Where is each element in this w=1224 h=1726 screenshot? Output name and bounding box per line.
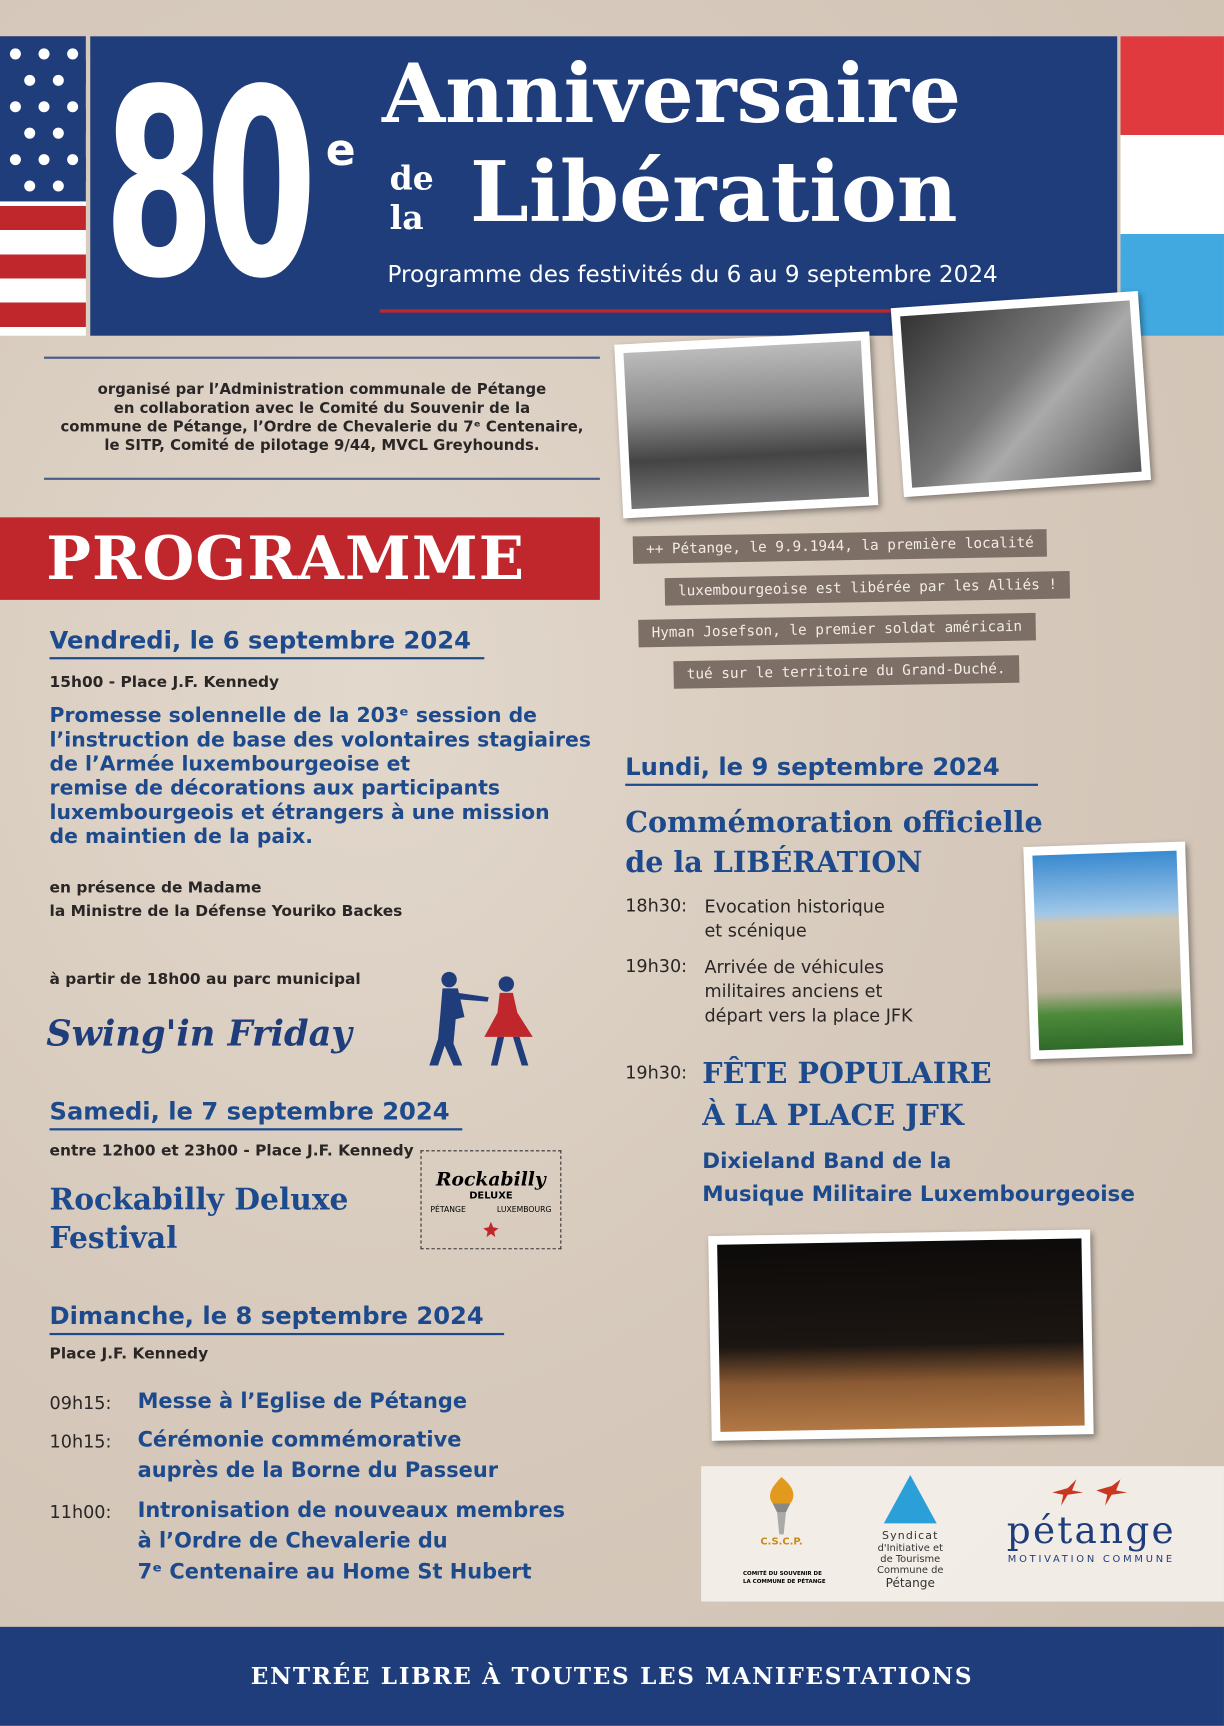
description-line: Promesse solennelle de la 203ᵉ session de (49, 704, 537, 728)
footer-text: ENTRÉE LIBRE À TOUTES LES MANIFESTATIONS (250, 1662, 974, 1690)
fete-line: FÊTE POPULAIRE (702, 1057, 992, 1091)
fete-time: 19h30: (625, 1062, 688, 1084)
armored-car-photo (614, 331, 878, 518)
monday-time: 18h30: (625, 894, 688, 916)
monday-heading: Lundi, le 9 septembre 2024 (625, 754, 1038, 786)
item-line: 7ᵉ Centenaire au Home St Hubert (137, 1559, 532, 1584)
friday-description (50, 704, 591, 849)
history-strip: luxembourgeoise est libérée par les Alliés ! (665, 571, 1071, 606)
cscp-mark: C.S.C.P. (760, 1536, 803, 1548)
title-line: Commémoration officielle (625, 806, 1043, 840)
cscp-logo (742, 1475, 826, 1586)
anniversary-superscript: e (325, 125, 356, 177)
title-la: la (389, 199, 424, 238)
stars-icon (0, 36, 86, 201)
description-line: de maintien de la paix. (49, 825, 314, 849)
item-line: et scénique (704, 920, 807, 942)
title-liberation: Libération (469, 143, 958, 242)
item-line: Evocation historique (704, 895, 885, 917)
presence-line: la Ministre de la Défense Youriko Backes (49, 902, 403, 921)
sunday-place: Place J.F. Kennedy (49, 1345, 209, 1363)
saturday-time-place: entre 12h00 et 23h00 - Place J.F. Kennedy (49, 1142, 414, 1161)
item-line: Messe à l’Eglise de Pétange (137, 1389, 468, 1414)
event-line: Festival (49, 1221, 178, 1256)
friday-heading: Vendredi, le 6 septembre 2024 (50, 627, 485, 659)
history-strip: Hyman Josefson, le premier soldat américain (638, 613, 1035, 647)
item-line: à l’Ordre de Chevalerie du (137, 1528, 448, 1554)
description-line: l’instruction de base des volontaires stagiaires (49, 728, 591, 752)
description-line: remise de décorations aux participants (49, 777, 500, 801)
fete-title (702, 1053, 991, 1137)
syndicat-line: Syndicat (882, 1529, 939, 1543)
swing-friday-title: Swing'in Friday (46, 1012, 352, 1055)
description-line: de l’Armée luxembourgeoise et (49, 752, 411, 776)
logo-left: PÉTANGE (430, 1205, 466, 1215)
title-anniversaire: Anniversaire (381, 47, 961, 142)
petange-name: pétange (1006, 1509, 1176, 1554)
syndicat-line: d'Initiative et (877, 1543, 943, 1555)
anniversary-number: 80 (103, 35, 308, 336)
sunday-item (138, 1424, 498, 1486)
history-strip: tué sur le territoire du Grand-Duché. (673, 655, 1019, 689)
syndicat-line: Commune de (877, 1565, 944, 1577)
organizers-line: commune de Pétange, l’Ordre de Chevalerie du 7ᵉ Centenaire, (60, 418, 584, 436)
sunday-item (138, 1386, 467, 1417)
petange-tagline: MOTIVATION COMMUNE (1007, 1554, 1175, 1566)
monday-item (704, 955, 912, 1028)
programme-banner (0, 517, 600, 600)
organizers-line: le SITP, Comité de pilotage 9/44, MVCL Greyhounds. (104, 436, 540, 455)
monday-item (704, 895, 884, 943)
fete-line: À LA PLACE JFK (702, 1099, 964, 1133)
logo-sub: DELUXE (469, 1190, 513, 1202)
title-line: de la LIBÉRATION (625, 846, 923, 880)
monday-title (625, 804, 1042, 883)
subtitle: Programme des festivités du 6 au 9 septembre 2024 (387, 260, 998, 288)
sunday-item (138, 1495, 566, 1587)
item-line: Cérémonie commémorative (137, 1427, 462, 1452)
cscp-caption: LA COMMUNE DE PÉTANGE (742, 1578, 826, 1586)
sponsor-logos (701, 1466, 1224, 1601)
history-strip: ++ Pétange, le 9.9.1944, la première localité (633, 529, 1048, 564)
item-line: départ vers la place JFK (704, 1004, 913, 1026)
item-line: Intronisation de nouveaux membres (137, 1498, 566, 1523)
band-name (702, 1145, 1135, 1211)
programme-label: PROGRAMME (46, 522, 526, 594)
band-photo (708, 1229, 1093, 1440)
syndicat-logo (872, 1475, 949, 1591)
petange-logo (990, 1477, 1194, 1566)
logo-title: Rockabilly (435, 1168, 546, 1191)
syndicat-line: Pétange (885, 1576, 935, 1591)
item-line: auprès de la Borne du Passeur (137, 1458, 499, 1483)
footer-bar (0, 1627, 1224, 1726)
saturday-heading: Samedi, le 7 septembre 2024 (50, 1098, 463, 1130)
sunday-heading: Dimanche, le 8 septembre 2024 (50, 1303, 505, 1335)
friday-evening: à partir de 18h00 au parc municipal (49, 970, 361, 989)
syndicat-line: de Tourisme (880, 1554, 941, 1566)
friday-time-place: 15h00 - Place J.F. Kennedy (49, 673, 280, 692)
us-flag (0, 36, 86, 335)
dancers-illustration (416, 969, 548, 1070)
presence-line: en présence de Madame (49, 879, 262, 898)
organizers-line: organisé par l’Administration communale de Pétange (97, 380, 547, 399)
event-line: Rockabilly Deluxe (49, 1183, 349, 1218)
title-de: de (389, 159, 434, 199)
sunday-time: 09h15: (49, 1392, 112, 1414)
header-banner (90, 36, 1117, 335)
rockabilly-logo (420, 1150, 561, 1249)
organizers-box (44, 357, 600, 480)
torch-icon (757, 1475, 805, 1537)
sunday-time: 10h15: (49, 1430, 112, 1452)
sunday-time: 11h00: (49, 1501, 112, 1523)
soldiers-crowd-photo (891, 291, 1151, 497)
monument-photo (1023, 841, 1192, 1059)
band-line: Dixieland Band de la (702, 1148, 952, 1174)
devil-icon (481, 1220, 501, 1240)
logo-right: LUXEMBOURG (496, 1205, 552, 1215)
triangle-figure-icon (884, 1475, 937, 1523)
saturday-event (50, 1181, 349, 1258)
friday-presence (50, 877, 403, 923)
organizers-line: en collaboration avec le Comité du Souvenir de la (113, 399, 531, 418)
birds-icon (1047, 1477, 1135, 1508)
description-line: luxembourgeois et étrangers à une mission (49, 801, 550, 825)
band-line: Musique Militaire Luxembourgeoise (702, 1181, 1135, 1207)
monday-time: 19h30: (625, 955, 688, 977)
item-line: Arrivée de véhicules (704, 956, 884, 978)
item-line: militaires anciens et (704, 980, 883, 1002)
cscp-caption: COMITÉ DU SOUVENIR DE (742, 1570, 822, 1578)
